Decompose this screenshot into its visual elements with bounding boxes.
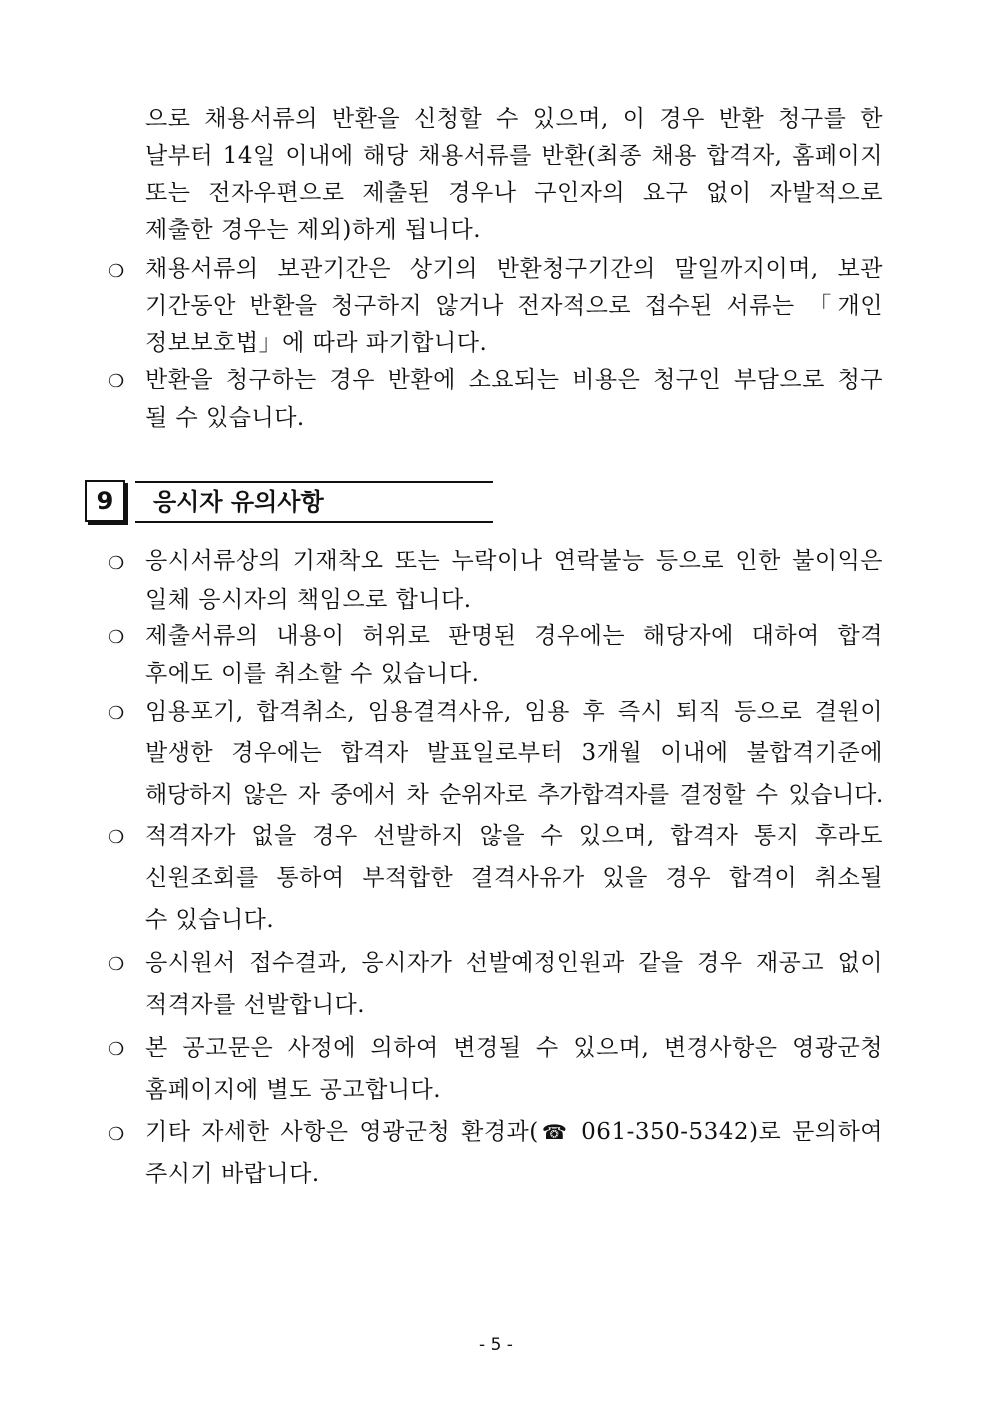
cost-line-2: 될 수 있습니다. [145, 405, 305, 431]
intro-line-3: 또는 전자우편으로 제출된 경우나 구인자의 요구 없이 자발적으로 [145, 180, 883, 206]
retention-line-1: 채용서류의 보관기간은 상기의 반환청구기간의 말일까지이며, 보관 [145, 256, 883, 282]
notice-1-line-1: 응시서류상의 기재착오 또는 누락이나 연락불능 등으로 인한 불이익은 [145, 548, 883, 574]
notice-2-line-1: 제출서류의 내용이 허위로 판명된 경우에는 해당자에 대하여 합격 [145, 623, 883, 649]
intro-line-1: 으로 채용서류의 반환을 신청할 수 있으며, 이 경우 반환 청구를 한 [145, 106, 883, 132]
retention-line-3: 정보보호법」에 따라 파기합니다. [145, 330, 488, 356]
intro-line-4: 제출한 경우는 제외)하게 됩니다. [145, 217, 482, 243]
bullet-icon: ❍ [108, 627, 125, 648]
section-title: 응시자 유의사항 [135, 481, 493, 523]
notice-6-line-2: 홈페이지에 별도 공고합니다. [145, 1077, 442, 1103]
bullet-icon: ❍ [108, 827, 125, 848]
cost-line-1: 반환을 청구하는 경우 반환에 소요되는 비용은 청구인 부담으로 청구 [145, 367, 883, 393]
bullet-icon: ❍ [108, 954, 125, 975]
contact-text-after: )로 문의하여 [749, 1119, 883, 1145]
notice-5-line-1: 응시원서 접수결과, 응시자가 선발예정인원과 같을 경우 재공고 없이 [145, 950, 883, 976]
notice-3-line-1: 임용포기, 합격취소, 임용결격사유, 임용 후 즉시 퇴직 등으로 결원이 [145, 699, 883, 725]
bullet-icon: ❍ [108, 553, 125, 574]
contact-line-2: 주시기 바랍니다. [145, 1161, 320, 1187]
page-number: - 5 - [479, 1335, 513, 1355]
intro-line-2: 날부터 14일 이내에 해당 채용서류를 반환(최종 채용 합격자, 홈페이지 [145, 143, 883, 169]
notice-3-line-3: 해당하지 않은 자 중에서 차 순위자로 추가합격자를 결정할 수 있습니다. [145, 782, 883, 808]
contact-text-before: 기타 자세한 사항은 영광군청 환경과( [145, 1119, 539, 1145]
notice-6-line-1: 본 공고문은 사정에 의하여 변경될 수 있으며, 변경사항은 영광군청 [145, 1035, 883, 1061]
bullet-icon: ❍ [108, 703, 125, 724]
retention-line-2: 기간동안 반환을 청구하지 않거나 전자적으로 접수된 서류는 「개인 [145, 293, 883, 319]
bullet-icon: ❍ [108, 371, 125, 392]
notice-1-line-2: 일체 응시자의 책임으로 합니다. [145, 587, 472, 613]
notice-2-line-2: 후에도 이를 취소할 수 있습니다. [145, 661, 480, 687]
notice-4-line-1: 적격자가 없을 경우 선발하지 않을 수 있으며, 합격자 통지 후라도 [145, 823, 883, 849]
bullet-icon: ❍ [108, 261, 125, 282]
contact-line-1 [145, 1117, 883, 1147]
section-number-box: 9 [85, 480, 125, 522]
contact-phone-number: 061-350-5342 [581, 1119, 750, 1145]
notice-4-line-3: 수 있습니다. [145, 907, 275, 933]
bullet-icon: ❍ [108, 1124, 125, 1145]
phone-icon: ☎ [538, 1120, 571, 1144]
bullet-icon: ❍ [108, 1039, 125, 1060]
notice-3-line-2: 발생한 경우에는 합격자 발표일로부터 3개월 이내에 불합격기준에 [145, 740, 883, 766]
notice-4-line-2: 신원조회를 통하여 부적합한 결격사유가 있을 경우 합격이 취소될 [145, 865, 883, 891]
notice-5-line-2: 적격자를 선발합니다. [145, 992, 366, 1018]
